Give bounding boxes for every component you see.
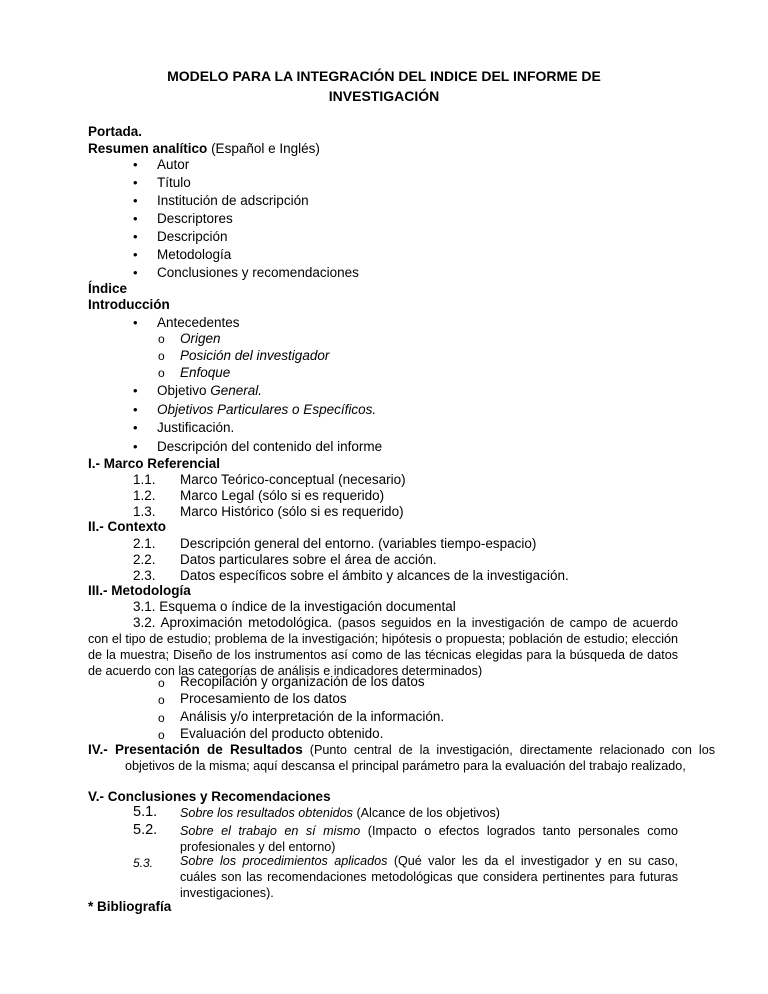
conclusiones-item-title: Sobre el trabajo en sí mismo (180, 824, 361, 838)
circle-bullet-icon: o (158, 728, 165, 742)
antecedentes-sub-item: Origen (180, 331, 221, 346)
bullet-icon: • (133, 175, 138, 190)
conclusiones-item-title: Sobre los resultados obtenidos (180, 806, 353, 820)
descripcion-contenido-item: Descripción del contenido del informe (157, 439, 383, 454)
marco-item-text: Marco Teórico-conceptual (necesario) (180, 472, 406, 487)
objetivo-general-label: General. (210, 383, 263, 398)
contexto-item-text: Datos específicos sobre el ámbito y alcances de la investigación. (180, 568, 569, 583)
justificacion-item: Justificación. (157, 420, 235, 435)
contexto-item-number: 2.2. (133, 552, 156, 567)
resumen-note: (Español e Inglés) (211, 141, 320, 156)
antecedentes-sub-item: Enfoque (180, 365, 231, 380)
metodologia-item-32 (88, 615, 678, 679)
circle-bullet-icon: o (158, 676, 165, 690)
conclusiones-item-text (180, 805, 500, 821)
metodologia-item-31: 3.1. Esquema o índice de la investigación documental (133, 599, 456, 614)
bullet-icon: • (133, 247, 138, 262)
marco-item-number: 1.2. (133, 488, 156, 503)
presentacion-paragraph (88, 742, 715, 774)
conclusiones-item-number: 5.3. (133, 856, 154, 870)
bullet-icon: • (133, 315, 138, 330)
conclusiones-item-note: (Impacto o efectos logrados tanto personales como profesionales y del entorno) (180, 824, 679, 854)
bullet-icon: • (133, 265, 138, 280)
bullet-icon: • (133, 402, 138, 417)
circle-bullet-icon: o (158, 693, 165, 707)
contexto-heading: II.- Contexto (88, 519, 166, 534)
conclusiones-item-number: 5.2. (133, 822, 158, 838)
metodologia-heading: III.- Metodología (88, 583, 191, 598)
objetivo-general-item (157, 383, 262, 399)
resumen-item: Conclusiones y recomendaciones (157, 265, 359, 280)
objetivos-particulares-item: Objetivos Particulares o Específicos. (157, 402, 377, 417)
indice-heading: Índice (88, 281, 128, 296)
conclusiones-item-text (180, 823, 678, 855)
marco-item-number: 1.1. (133, 472, 156, 487)
marco-item-text: Marco Legal (sólo si es requerido) (180, 488, 385, 503)
objetivo-label: Objetivo (157, 383, 211, 398)
resumen-item: Descriptores (157, 211, 233, 226)
resumen-item: Institución de adscripción (157, 193, 309, 208)
portada-heading: Portada. (88, 124, 143, 139)
conclusiones-item-note: (Alcance de los objetivos) (356, 806, 500, 820)
contexto-item-text: Descripción general del entorno. (variables tiempo-espacio) (180, 536, 537, 551)
document-title-line-1: MODELO PARA LA INTEGRACIÓN DEL INDICE DEL INFORME DE (167, 68, 601, 84)
contexto-item-text: Datos particulares sobre el área de acción. (180, 552, 437, 567)
resumen-item: Metodología (157, 247, 232, 262)
metodologia-sub-item: Procesamiento de los datos (180, 691, 347, 706)
circle-bullet-icon: o (158, 711, 165, 725)
resumen-heading: Resumen analítico (88, 141, 208, 156)
bullet-icon: • (133, 420, 138, 435)
resumen-item: Autor (157, 157, 190, 172)
antecedentes-item: Antecedentes (157, 315, 240, 330)
conclusiones-item-note: (Qué valor les da el investigador y en su caso, cuáles son las recomendaciones metodológicas que considera pertinentes para futuras investigaciones). (180, 854, 678, 900)
bibliografia-heading: * Bibliografía (88, 899, 172, 914)
presentacion-heading: IV.- Presentación de Resultados (88, 742, 303, 757)
resumen-item: Título (157, 175, 191, 190)
circle-bullet-icon: o (158, 349, 165, 363)
metodologia-sub-item: Evaluación del producto obtenido. (180, 726, 384, 741)
contexto-item-number: 2.3. (133, 568, 156, 583)
antecedentes-sub-item: Posición del investigador (180, 348, 330, 363)
bullet-icon: • (133, 439, 138, 454)
conclusiones-heading: V.- Conclusiones y Recomendaciones (88, 789, 331, 804)
presentacion-body: (Punto central de la investigación, directamente relacionado con los objetivos de la misma; aquí descansa el principal parámetro para la evaluación del trabajo realizado, (125, 743, 715, 773)
document-title-line-2: INVESTIGACIÓN (328, 88, 440, 104)
conclusiones-item-title: Sobre los procedimientos aplicados (180, 854, 388, 868)
bullet-icon: • (133, 211, 138, 226)
bullet-icon: • (133, 193, 138, 208)
bullet-icon: • (133, 229, 138, 244)
marco-item-number: 1.3. (133, 504, 156, 519)
conclusiones-item-text (180, 853, 678, 901)
bullet-icon: • (133, 157, 138, 172)
bullet-icon: • (133, 383, 138, 398)
introduccion-heading: Introducción (88, 297, 170, 312)
circle-bullet-icon: o (158, 332, 165, 346)
resumen-item: Descripción (157, 229, 228, 244)
marco-heading: I.- Marco Referencial (88, 456, 221, 471)
metodologia-item-32-body: (pasos seguidos en la investigación de campo de acuerdo con el tipo de estudio; problema de la investigación; hipótesis o propuesta; población de estudio; elección de la muestra; Diseño de los instrumentos así como de las técnicas elegidas para la búsqueda de datos de acuerdo con las categorías de análisis e indicadores determinados) (88, 616, 678, 678)
contexto-item-number: 2.1. (133, 536, 156, 551)
metodologia-sub-item: Análisis y/o interpretación de la información. (180, 709, 445, 724)
metodologia-sub-item: Recopilación y organización de los datos (180, 674, 425, 689)
resumen-line (88, 141, 320, 157)
metodologia-item-32-lead: 3.2. Aproximación metodológica. (133, 615, 333, 630)
conclusiones-item-number: 5.1. (133, 804, 158, 820)
circle-bullet-icon: o (158, 366, 165, 380)
marco-item-text: Marco Histórico (sólo si es requerido) (180, 504, 404, 519)
